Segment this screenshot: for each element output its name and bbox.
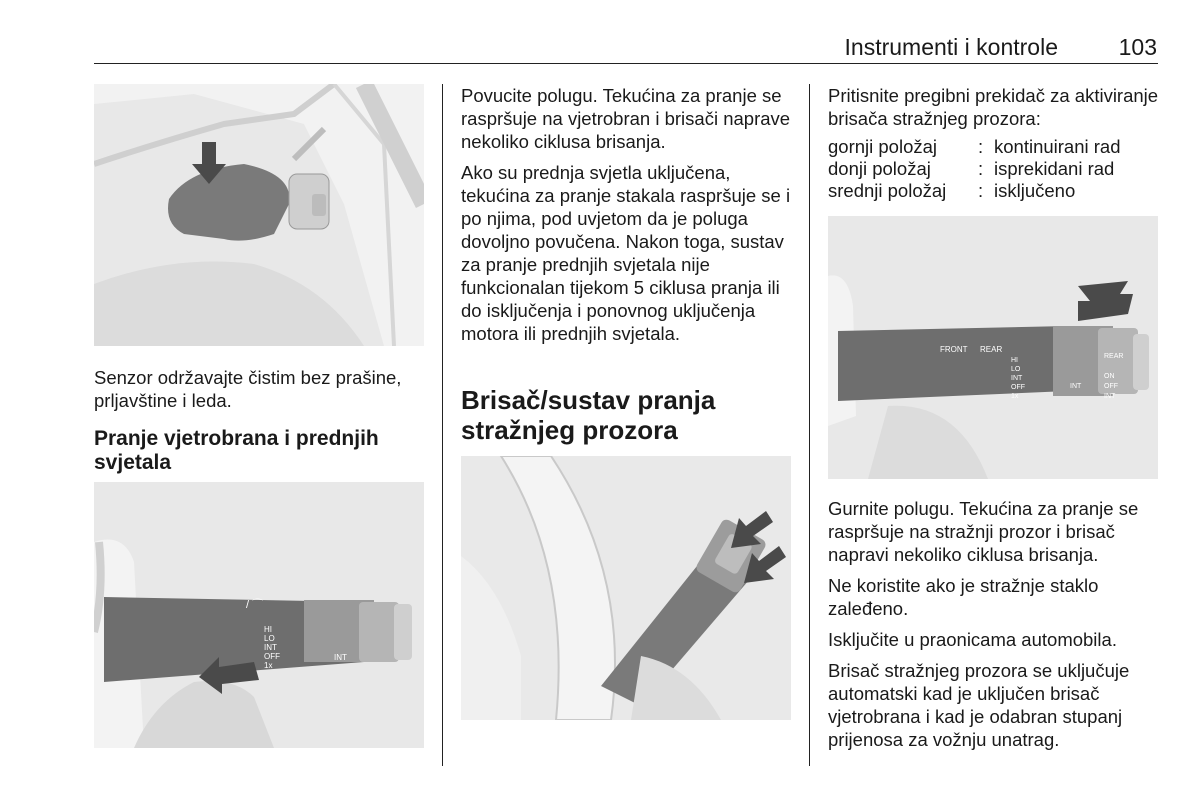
header-title: Instrumenti i kontrole [844, 34, 1058, 60]
stalk-label-int: INT [1011, 375, 1023, 382]
setting-row [828, 136, 1168, 158]
stalk-label-int: INT [264, 643, 277, 652]
setting-position: gornji položaj [828, 136, 938, 157]
pull-lever-paragraph: Povucite polugu. Tekućina za pranje se raspršuje na vjetrobran i brisači naprave nekoliko ciklusa brisanja. [461, 85, 791, 152]
frozen-glass-warning: Ne koristite ako je stražnje staklo zaleđeno. [828, 575, 1099, 619]
wiper-stalk-pull-figure [94, 482, 424, 748]
stalk-label-1x: 1x [264, 661, 273, 670]
stalk-end-label-on: ON [1104, 373, 1115, 380]
car-wash-instruction: Isključite u praonicama automobila. [828, 629, 1117, 650]
stalk-end-label-rear: REAR [1104, 353, 1124, 360]
stalk-label-lo: LO [264, 634, 275, 643]
stalk-label-lo: LO [1011, 366, 1021, 373]
setting-separator: : [978, 180, 984, 201]
stalk-ring-label-int: INT [1070, 383, 1082, 390]
stalk-label-hi: HI [1011, 357, 1018, 364]
setting-row [828, 158, 1168, 180]
stalk-label-front: FRONT [940, 345, 968, 354]
stalk-label-hi: HI [264, 625, 272, 634]
column-divider-right [809, 84, 810, 766]
page-number: 103 [1118, 34, 1157, 60]
rain-sensor-figure [94, 84, 424, 346]
column-divider-left [442, 84, 443, 766]
setting-value: isključeno [994, 180, 1076, 201]
setting-value: isprekidani rad [994, 158, 1115, 179]
setting-separator: : [978, 158, 984, 179]
stalk-ring-label-int: INT [334, 653, 347, 662]
setting-position: donji položaj [828, 158, 931, 179]
setting-value: kontinuirani rad [994, 136, 1121, 157]
setting-position: srednji položaj [828, 180, 947, 201]
sensor-caption: Senzor održavajte čistim bez prašine, prljavštine i leda. [94, 367, 402, 411]
stalk-end-label-off: OFF [1104, 383, 1118, 390]
auto-rear-wiper-paragraph: Brisač stražnjeg prozora se uključuje automatski kad je uključen brisač vjetrobrana i kad je odabran stupanj prijenosa za vožnju unatrag. [828, 660, 1130, 750]
rear-wiper-push-figure [461, 456, 791, 720]
push-lever-paragraph: Gurnite polugu. Tekućina za pranje se raspršuje na stražnji prozor i brisač napravi nekoliko ciklusa brisanja. [828, 498, 1139, 565]
rear-wiper-settings [828, 136, 1168, 202]
rocker-switch-intro: Pritisnite pregibni prekidač za aktiviranje brisača stražnjeg prozora: [828, 85, 1159, 129]
rear-wiper-stalk-figure [828, 216, 1158, 479]
stalk-label-rear: REAR [980, 345, 1003, 354]
stalk-label-1x: 1x [1011, 393, 1019, 400]
headlight-wash-paragraph: Ako su prednja svjetla uključena, tekućina za pranje stakala raspršuje se i po njima, pod uvjetom da je poluga dovoljno povučena. Nakon toga, sustav za pranje prednjih svjetala nije funkcionalan tijekom 5 ciklusa pranja ili do isključenja i ponovnog uključenja motora ili prednjih svjetala. [461, 162, 791, 344]
stalk-front-wiper-icon: / ⌒ [246, 599, 264, 611]
stalk-label-off: OFF [264, 652, 280, 661]
header-rule [94, 63, 1158, 64]
setting-row [828, 180, 1168, 202]
section-heading-rear-wiper: Brisač/sustav pranja stražnjeg prozora [461, 385, 716, 445]
stalk-end-label-int: INT [1104, 393, 1116, 400]
setting-separator: : [978, 136, 984, 157]
section-heading-windscreen-wash: Pranje vjetrobrana i prednjih svjetala [94, 427, 379, 474]
stalk-label-off: OFF [1011, 384, 1025, 391]
